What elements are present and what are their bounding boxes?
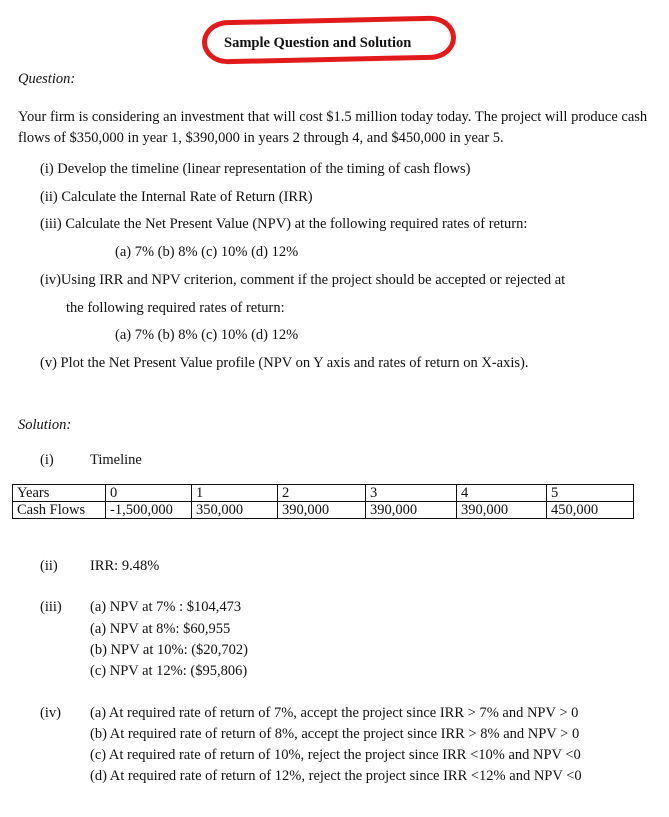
decision-line: (d) At required rate of return of 12%, reject the project since IRR <12% and NPV <0	[90, 768, 582, 784]
table-row	[13, 485, 634, 502]
table-cell: 0	[106, 485, 192, 502]
question-item-3-rates: (a) 7% (b) 8% (c) 10% (d) 12%	[115, 244, 299, 260]
solution-ii-label: (ii)	[40, 558, 58, 574]
question-item-5: (v) Plot the Net Present Value profile (NPV on Y axis and rates of return on X-axis).	[40, 355, 529, 371]
table-cell: Cash Flows	[13, 502, 106, 519]
solution-ii-text: IRR: 9.48%	[90, 558, 160, 574]
solution-iv-label: (iv)	[40, 705, 61, 721]
decision-line: (c) At required rate of return of 10%, reject the project since IRR <10% and NPV <0	[90, 747, 581, 763]
table-cell: 5	[547, 485, 634, 502]
question-paragraph: Your firm is considering an investment that will cost $1.5 million today today. The project will produce cash flows of $350,000 in year 1, $390,000 in years 2 through 4, and $450,000 in year 5.	[18, 109, 648, 146]
table-cell: -1,500,000	[106, 502, 192, 519]
decision-line: (a) At required rate of return of 7%, accept the project since IRR > 7% and NPV > 0	[90, 705, 579, 721]
table-row	[13, 502, 634, 519]
npv-line: (a) NPV at 8%: $60,955	[90, 621, 231, 637]
npv-line: (b) NPV at 10%: ($20,702)	[90, 642, 249, 658]
table-cell: 3	[366, 485, 457, 502]
solution-heading: Solution:	[18, 417, 72, 433]
question-item-4-cont: the following required rates of return:	[66, 300, 285, 316]
decision-line: (b) At required rate of return of 8%, accept the project since IRR > 8% and NPV > 0	[90, 726, 580, 742]
table-cell: 350,000	[192, 502, 278, 519]
timeline-table	[12, 484, 634, 519]
table-cell: 1	[192, 485, 278, 502]
question-item-4: (iv)Using IRR and NPV criterion, comment if the project should be accepted or rejected at	[40, 272, 566, 288]
solution-iii-label: (iii)	[40, 599, 62, 615]
question-heading: Question:	[18, 71, 76, 87]
table-cell: 4	[457, 485, 547, 502]
question-item-1: (i) Develop the timeline (linear representation of the timing of cash flows)	[40, 161, 471, 177]
table-cell: 390,000	[278, 502, 366, 519]
question-item-2: (ii) Calculate the Internal Rate of Return (IRR)	[40, 189, 313, 205]
table-cell: Years	[13, 485, 106, 502]
npv-line: (a) NPV at 7% : $104,473	[90, 599, 242, 615]
table-cell: 450,000	[547, 502, 634, 519]
solution-i-label: (i)	[40, 452, 54, 468]
npv-line: (c) NPV at 12%: ($95,806)	[90, 663, 248, 679]
table-cell: 390,000	[457, 502, 547, 519]
question-item-4-rates: (a) 7% (b) 8% (c) 10% (d) 12%	[115, 327, 299, 343]
question-item-3: (iii) Calculate the Net Present Value (NPV) at the following required rates of return:	[40, 216, 528, 232]
page-title: Sample Question and Solution	[224, 35, 412, 51]
solution-i-text: Timeline	[90, 452, 142, 468]
table-cell: 2	[278, 485, 366, 502]
table-cell: 390,000	[366, 502, 457, 519]
